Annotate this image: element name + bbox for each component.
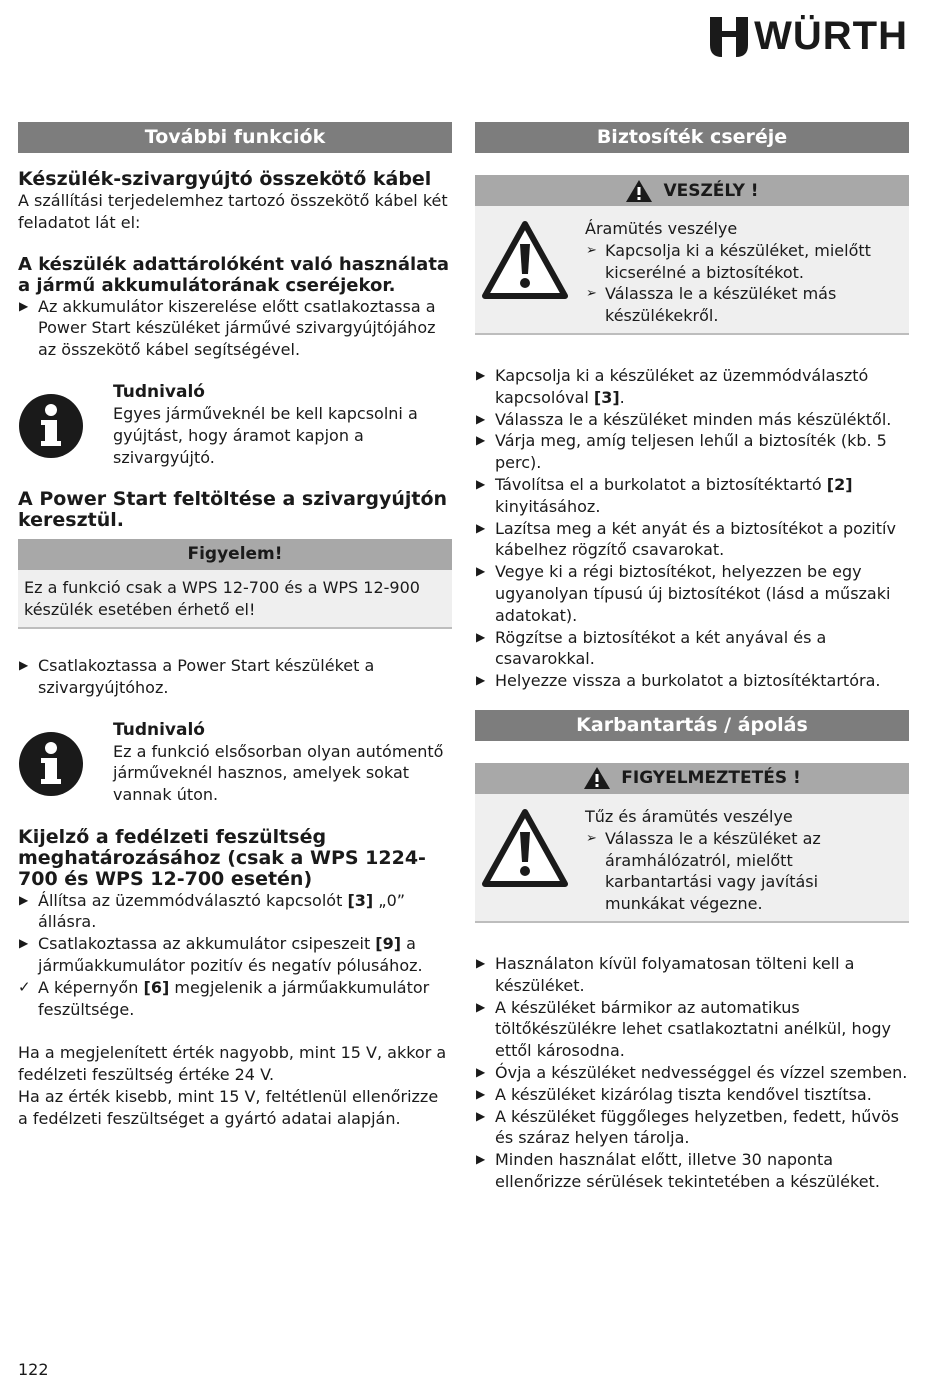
note-title: Tudnivaló <box>113 381 205 402</box>
list-item: ▶ Helyezze vissza a burkolatot a biztosítéktartóra. <box>476 671 881 691</box>
check-icon: ✓ <box>18 977 31 996</box>
heading-cable: Készülék-szivargyújtó összekötő kábel <box>18 168 432 190</box>
list-item: ▶ Állítsa az üzemmódválasztó kapcsolót [3] „0” állásra. <box>19 890 406 932</box>
care-items <box>475 953 909 1193</box>
note-ignition <box>18 381 452 471</box>
warning-header <box>475 763 909 794</box>
warning-box <box>475 763 909 923</box>
list-item: ▶ Lazítsa meg a két anyát és a biztosítékot a pozitív kábelhez rögzítő csavarokat. <box>476 518 896 560</box>
info-icon <box>18 731 84 801</box>
list-item: ▶ Vegye ki a régi biztosítékot, helyezzen be egy ugyanolyan típusú új biztosítékot (lásd a műszaki adatokat). <box>476 562 891 625</box>
section-title-care: Karbantartás / ápolás <box>475 710 909 741</box>
warning-items <box>585 828 901 915</box>
left-column <box>18 122 452 1130</box>
heading-voltage-display: Kijelző a fedélzeti feszültség meghatározásához (csak a WPS 1224-700 és WPS 12-700 esetén) <box>18 825 426 890</box>
warning-label: FIGYELMEZTETÉS ! <box>621 768 801 789</box>
note-text: Egyes járműveknél be kell kapcsolni a gyújtást, hogy áramot kapjon a szivargyújtó. <box>113 403 418 467</box>
voltage-steps <box>18 890 452 1021</box>
warning-triangle-icon <box>625 179 653 203</box>
page-number: 122 <box>18 1360 49 1379</box>
info-icon <box>18 393 84 463</box>
fuse-steps <box>475 365 909 692</box>
list-item: ▶ Csatlakoztassa az akkumulátor csipeszeit [9] a járműakkumulátor pozitív és negatív pólusához. <box>19 934 423 975</box>
heading-charging: A Power Start feltöltése a szivargyújtón keresztül. <box>18 487 448 531</box>
warning-triangle-icon <box>481 220 569 304</box>
list-item: ▶ A készüléket bármikor az automatikus töltőkészülékre lehet csatlakoztatni anélkül, hogy ettől károsodna. <box>476 997 892 1061</box>
warning-triangle-icon <box>481 808 569 892</box>
list-item: ▶ A készüléket kizárólag tiszta kendővel tisztítsa. <box>476 1084 872 1104</box>
danger-heading: Áramütés veszélye <box>585 219 738 238</box>
list-item: ▶ Kapcsolja ki a készüléket az üzemmódválasztó kapcsolóval [3]. <box>476 365 869 407</box>
danger-items <box>585 240 901 327</box>
danger-body <box>475 206 909 333</box>
list-item: ▶ A készüléket függőleges helyzetben, fedett, hűvös és száraz helyen tárolja. <box>476 1106 900 1148</box>
voltage-paragraph-1: Ha a megjelenített érték nagyobb, mint 15 V, akkor a fedélzeti feszültség értéke 24 V. <box>18 1043 447 1085</box>
brand-name: WÜRTH <box>754 14 908 58</box>
attention-box <box>18 539 452 629</box>
list-item: ▶ Az akkumulátor kiszerelése előtt csatlakoztassa a Power Start készüléket járművé szivargyújtójához az összekötő kábel segítségével. <box>19 296 436 360</box>
danger-label: VESZÉLY ! <box>663 180 759 201</box>
list-item: ▶ Várja meg, amíg teljesen lehűl a biztosíték (kb. 5 perc). <box>476 431 887 473</box>
brand-logo <box>710 14 908 59</box>
attention-text: Ez a funkció csak a WPS 12-700 és a WPS 12-900 készülék esetében érhető el! <box>24 577 420 619</box>
list-item: ➢ Kapcsolja ki a készüléket, mielőtt kicserélné a biztosítékot. <box>586 240 871 282</box>
list-item: ▶ Távolítsa el a burkolatot a biztosítéktartó [2] kinyitásához. <box>476 474 853 516</box>
right-column <box>475 122 909 1193</box>
danger-box <box>475 175 909 335</box>
list-item: ▶ Rögzítse a biztosítékot a két anyával és a csavarokkal. <box>476 627 827 669</box>
note-text: Ez a funkció elsősorban olyan autómentő járműveknél hasznos, amelyek sokat vannak úton. <box>113 741 444 805</box>
heading-data-storage: A készülék adattárolóként való használata a jármű akkumulátorának cseréjekor. <box>18 253 450 296</box>
section-title-functions: További funkciók <box>18 122 452 153</box>
note-title: Tudnivaló <box>113 719 205 740</box>
cable-intro: A szállítási terjedelemhez tartozó összekötő kábel két feladatot lát el: <box>18 191 448 232</box>
section-title-fuse: Biztosíték cseréje <box>475 122 909 153</box>
attention-title: Figyelem! <box>18 539 452 570</box>
list-item-result: ✓ A képernyőn [6] megjelenik a járműakkumulátor feszültsége. <box>18 977 430 1019</box>
charging-bullets <box>18 655 452 699</box>
list-item: ▶ Válassza le a készüléket minden más készüléktől. <box>476 409 892 429</box>
warning-triangle-icon <box>583 766 611 790</box>
list-item: ➢ Válassza le a készüléket az áramhálózatról, mielőtt karbantartási vagy javítási munkákat végezne. <box>586 828 821 914</box>
danger-header <box>475 175 909 206</box>
warning-heading: Tűz és áramütés veszélye <box>585 806 793 826</box>
list-item: ▶ Minden használat előtt, illetve 30 naponta ellenőrizze sérülések tekintetében a készüléket. <box>476 1150 880 1191</box>
list-item: ➢ Válassza le a készüléket más készülékekről. <box>586 284 837 326</box>
note-towing <box>18 719 452 809</box>
cable-bullets <box>18 296 452 361</box>
list-item: ▶ Óvja a készüléket nedvességgel és vízzel szemben. <box>476 1062 908 1082</box>
list-item: ▶ Csatlakoztassa a Power Start készüléket a szivargyújtóhoz. <box>19 655 375 697</box>
list-item: ▶ Használaton kívül folyamatosan tölteni kell a készüléket. <box>476 953 855 995</box>
wurth-logo-icon <box>710 17 748 57</box>
warning-body <box>475 794 909 921</box>
voltage-paragraph-2: Ha az érték kisebb, mint 15 V, feltétlenül ellenőrizze a fedélzeti feszültséget a gyártó adatai alapján. <box>18 1086 439 1128</box>
